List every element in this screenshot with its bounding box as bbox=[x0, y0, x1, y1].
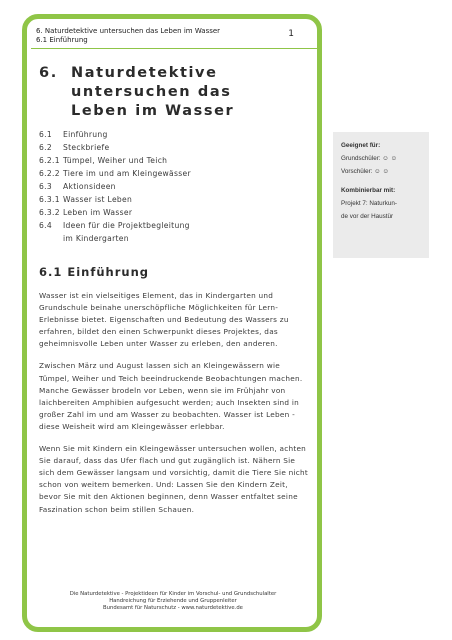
chapter-title-line2: untersuchen das bbox=[71, 84, 232, 100]
toc-item bbox=[39, 167, 309, 180]
toc-title: Steckbriefe bbox=[63, 143, 110, 152]
toc-number: 6.2 bbox=[39, 143, 52, 152]
toc-title: im Kindergarten bbox=[63, 234, 129, 243]
section-body bbox=[39, 290, 311, 526]
table-of-contents bbox=[39, 128, 309, 245]
toc-number: 6.2.1 bbox=[39, 156, 60, 165]
toc-title: Aktionsideen bbox=[63, 182, 116, 191]
toc-number: 6.4 bbox=[39, 221, 52, 230]
paragraph: Wenn Sie mit Kindern ein Kleingewässer untersuchen wollen, achten Sie darauf, dass das Ufer flach und gut zugänglich ist. Nähern Sie sich dem Gewässer langsam und vorsichtig, damit die Tiere Sie nicht schon von weitem bemerken. Und: Lassen Sie den Kindern Zeit, bevor Sie mit den Aktionen beginnen, denn Wasser entfaltet seine Faszination schon beim stillen Schauen. bbox=[39, 444, 309, 514]
toc-title: Tümpel, Weiher und Teich bbox=[63, 156, 168, 165]
toc-number: 6.3.2 bbox=[39, 208, 60, 217]
footer-line1: Die Naturdetektive - Projektideen für Kinder im Vorschul- und Grundschulalter bbox=[69, 591, 277, 597]
toc-item bbox=[39, 232, 309, 245]
suitable-grundschueler bbox=[341, 152, 421, 165]
toc-title: Ideen für die Projektbegleitung bbox=[63, 221, 190, 230]
info-sidebar bbox=[333, 132, 429, 258]
section-heading: 6.1 Einführung bbox=[39, 265, 150, 279]
chapter-title-line3: Leben im Wasser bbox=[71, 103, 235, 119]
toc-item bbox=[39, 154, 309, 167]
suitable-vorschueler bbox=[341, 165, 421, 178]
running-header bbox=[36, 27, 296, 45]
header-chapter-line: 6. Naturdetektive untersuchen das Leben im Wasser bbox=[36, 27, 221, 35]
footer-line2: Handreichung für Erziehende und Gruppenleiter bbox=[109, 598, 237, 604]
toc-title: Einführung bbox=[63, 130, 108, 139]
header-divider bbox=[31, 48, 318, 49]
toc-number bbox=[39, 232, 63, 245]
smiley-icon: ☺☺ bbox=[374, 168, 392, 175]
header-section-line: 6.1 Einführung bbox=[36, 36, 88, 44]
paragraph: Wasser ist ein vielseitiges Element, das in Kindergarten und Grundschule beinahe unerschöpfliche Möglichkeiten für Lern-Erlebnisse bietet. Eigenschaften und Bedeutung des Wassers zu erfahren, bildet den einen Schwerpunkt dieses Projektes, das geheimnisvolle Leben unter Wasser zu erleben, den anderen. bbox=[39, 291, 289, 349]
combinable-line2: de vor der Haustür bbox=[341, 213, 394, 220]
combinable-heading: Kombinierbar mit: bbox=[341, 187, 396, 194]
chapter-title bbox=[39, 64, 309, 121]
toc-title: Leben im Wasser bbox=[63, 208, 133, 217]
toc-number: 6.2.2 bbox=[39, 169, 60, 178]
toc-number: 6.3.1 bbox=[39, 195, 60, 204]
toc-number: 6.1 bbox=[39, 130, 52, 139]
toc-item bbox=[39, 219, 309, 232]
smiley-icon: ☺☺ bbox=[382, 155, 400, 162]
toc-title: Tiere im und am Kleingewässer bbox=[63, 169, 191, 178]
footer-line3: Bundesamt für Naturschutz - www.naturdetektive.de bbox=[103, 605, 243, 611]
chapter-title-line1: Naturdetektive bbox=[71, 65, 218, 81]
toc-item bbox=[39, 128, 309, 141]
chapter-number: 6. bbox=[39, 65, 58, 81]
toc-item bbox=[39, 180, 309, 193]
suitable-heading: Geeignet für: bbox=[341, 142, 381, 149]
combinable-line1: Projekt 7: Naturkun- bbox=[341, 200, 397, 207]
vorschueler-label: Vorschüler: bbox=[341, 168, 373, 175]
toc-title: Wasser ist Leben bbox=[63, 195, 133, 204]
paragraph: Zwischen März und August lassen sich an Kleingewässern wie Tümpel, Weiher und Teich beeindruckende Beobachtungen machen. Manche Gewässer brodeln vor Leben, wenn sie im Frühjahr von laichbereiten Amphibien aufgesucht werden; auch Insekten sind in großer Zahl im und am Wasser zu beobachten. Wasser ist Leben - diese Weisheit wird am Kleingewässer erlebbar. bbox=[39, 361, 303, 431]
grundschueler-label: Grundschüler: bbox=[341, 155, 381, 162]
page-number: 1 bbox=[288, 29, 294, 39]
toc-item bbox=[39, 206, 309, 219]
toc-item bbox=[39, 141, 309, 154]
toc-item bbox=[39, 193, 309, 206]
toc-number: 6.3 bbox=[39, 182, 52, 191]
page-footer bbox=[38, 591, 308, 612]
